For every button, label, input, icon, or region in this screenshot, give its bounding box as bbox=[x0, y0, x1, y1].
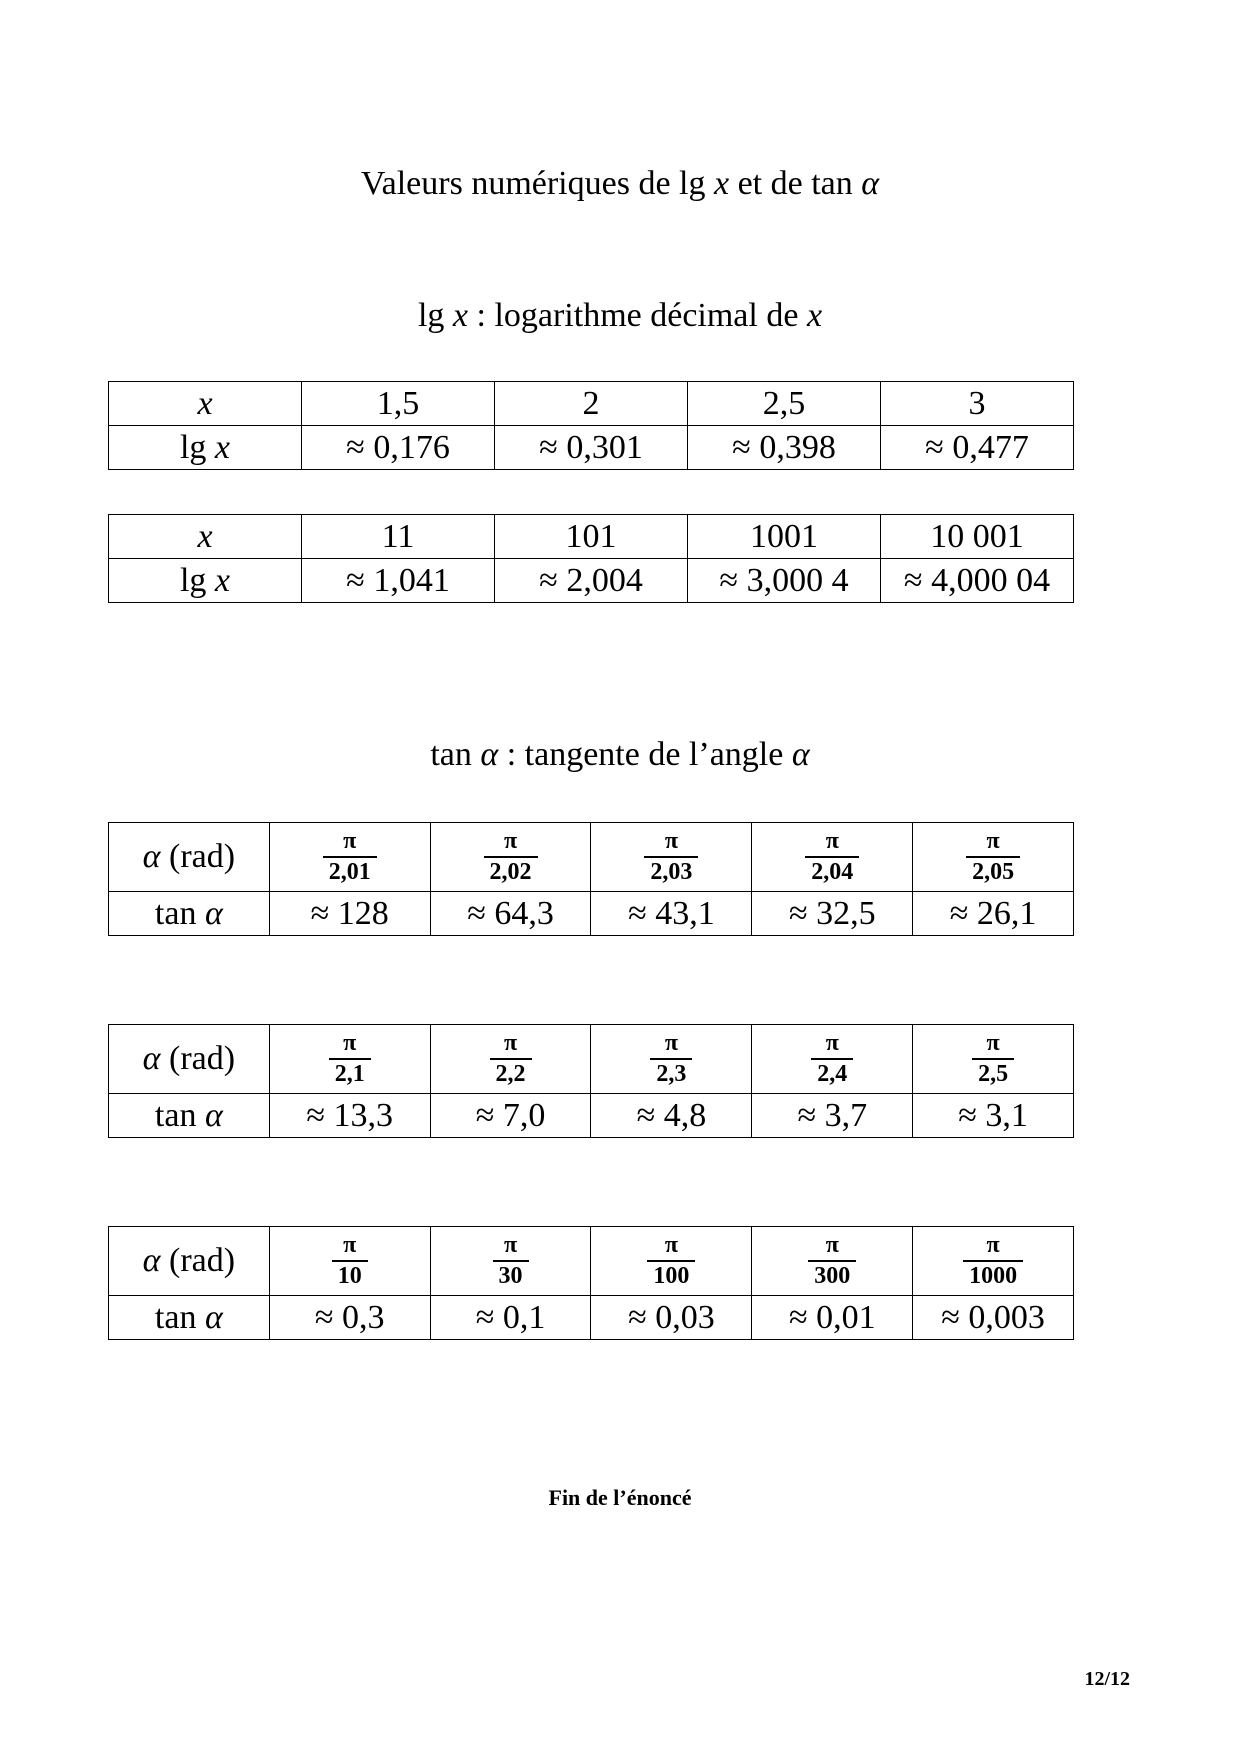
fraction: $\frac{\pi}{10}$ bbox=[332, 1232, 368, 1290]
row-header-tan: tan α bbox=[109, 1296, 270, 1340]
fraction: $\frac{\pi}{2,1}$ bbox=[329, 1030, 371, 1088]
table-cell: ≈ 1,041 bbox=[302, 559, 495, 603]
tan-section-title: tan α : tangente de l’angle α bbox=[430, 736, 810, 773]
lg-table-1 bbox=[108, 381, 1074, 470]
table-cell: 101 bbox=[495, 515, 688, 559]
table-cell: ≈ 0,176 bbox=[302, 426, 495, 470]
fraction: $\frac{\pi}{2,3}$ bbox=[650, 1030, 692, 1088]
fraction-cell bbox=[913, 1025, 1074, 1094]
tan-table-2 bbox=[108, 1024, 1074, 1138]
table-cell: 11 bbox=[302, 515, 495, 559]
table-cell: ≈ 7,0 bbox=[430, 1094, 591, 1138]
table-row bbox=[109, 426, 1074, 470]
table-cell: 10 001 bbox=[881, 515, 1074, 559]
table-cell: 1001 bbox=[688, 515, 881, 559]
table-row bbox=[109, 1296, 1074, 1340]
table-cell: ≈ 0,398 bbox=[688, 426, 881, 470]
table-cell: ≈ 128 bbox=[269, 892, 430, 936]
tan-table-1 bbox=[108, 822, 1074, 936]
table-row bbox=[109, 559, 1074, 603]
table-cell: ≈ 0,1 bbox=[430, 1296, 591, 1340]
table-cell: ≈ 3,1 bbox=[913, 1094, 1074, 1138]
row-header-x: x bbox=[109, 382, 302, 426]
row-header-x: x bbox=[109, 515, 302, 559]
fraction: $\frac{\pi}{2,02}$ bbox=[484, 828, 538, 886]
table-cell: 2,5 bbox=[688, 382, 881, 426]
fraction-cell bbox=[591, 1227, 752, 1296]
fraction: $\frac{\pi}{2,01}$ bbox=[323, 828, 377, 886]
row-header-lg: lg x bbox=[109, 559, 302, 603]
table-cell: ≈ 0,3 bbox=[269, 1296, 430, 1340]
fraction-cell bbox=[269, 1025, 430, 1094]
page-number: 12/12 bbox=[1084, 1668, 1130, 1690]
fraction-cell bbox=[591, 823, 752, 892]
table-cell: 1,5 bbox=[302, 382, 495, 426]
table-row bbox=[109, 1227, 1074, 1296]
lg-section-title: lg x : logarithme décimal de x bbox=[417, 297, 823, 334]
table-cell: ≈ 43,1 bbox=[591, 892, 752, 936]
row-header-alpha: α (rad) bbox=[109, 1025, 270, 1094]
table-cell: ≈ 4,8 bbox=[591, 1094, 752, 1138]
tan-table-3 bbox=[108, 1226, 1074, 1340]
fraction: $\frac{\pi}{30}$ bbox=[493, 1232, 529, 1290]
table-cell: 3 bbox=[881, 382, 1074, 426]
table-row bbox=[109, 382, 1074, 426]
fraction: $\frac{\pi}{2,2}$ bbox=[490, 1030, 532, 1088]
table-cell: ≈ 4,000 04 bbox=[881, 559, 1074, 603]
table-row bbox=[109, 1094, 1074, 1138]
lg-table-2 bbox=[108, 514, 1074, 603]
row-header-lg: lg x bbox=[109, 426, 302, 470]
fraction: $\frac{\pi}{2,4}$ bbox=[811, 1030, 853, 1088]
fraction-cell bbox=[430, 823, 591, 892]
fraction-cell bbox=[913, 823, 1074, 892]
fraction: $\frac{\pi}{100}$ bbox=[647, 1232, 695, 1290]
table-row bbox=[109, 823, 1074, 892]
row-header-alpha: α (rad) bbox=[109, 1227, 270, 1296]
table-cell: ≈ 0,477 bbox=[881, 426, 1074, 470]
fraction-cell bbox=[430, 1227, 591, 1296]
fraction: $\frac{\pi}{2,05}$ bbox=[966, 828, 1020, 886]
page-title: Valeurs numériques de lg x et de tan α bbox=[360, 165, 880, 202]
fraction: $\frac{\pi}{2,5}$ bbox=[972, 1030, 1014, 1088]
table-row bbox=[109, 892, 1074, 936]
table-cell: ≈ 2,004 bbox=[495, 559, 688, 603]
row-header-tan: tan α bbox=[109, 1094, 270, 1138]
row-header-alpha: α (rad) bbox=[109, 823, 270, 892]
table-cell: ≈ 0,003 bbox=[913, 1296, 1074, 1340]
table-cell: ≈ 3,000 4 bbox=[688, 559, 881, 603]
fraction: $\frac{\pi}{300}$ bbox=[808, 1232, 856, 1290]
fraction-cell bbox=[591, 1025, 752, 1094]
table-cell: ≈ 0,03 bbox=[591, 1296, 752, 1340]
fraction-cell bbox=[269, 1227, 430, 1296]
fraction-cell bbox=[752, 823, 913, 892]
table-cell: ≈ 0,301 bbox=[495, 426, 688, 470]
table-cell: ≈ 0,01 bbox=[752, 1296, 913, 1340]
table-cell: ≈ 64,3 bbox=[430, 892, 591, 936]
fraction-cell bbox=[430, 1025, 591, 1094]
table-cell: ≈ 13,3 bbox=[269, 1094, 430, 1138]
fraction: $\frac{\pi}{2,04}$ bbox=[805, 828, 859, 886]
table-row bbox=[109, 1025, 1074, 1094]
table-cell: ≈ 26,1 bbox=[913, 892, 1074, 936]
fraction: $\frac{\pi}{2,03}$ bbox=[644, 828, 698, 886]
fraction: $\frac{\pi}{1000}$ bbox=[963, 1232, 1023, 1290]
fraction-cell bbox=[752, 1227, 913, 1296]
fraction-cell bbox=[913, 1227, 1074, 1296]
row-header-tan: tan α bbox=[109, 892, 270, 936]
fraction-cell bbox=[752, 1025, 913, 1094]
fraction-cell bbox=[269, 823, 430, 892]
table-cell: ≈ 32,5 bbox=[752, 892, 913, 936]
table-row bbox=[109, 515, 1074, 559]
end-of-statement: Fin de l’énoncé bbox=[548, 1485, 692, 1510]
table-cell: ≈ 3,7 bbox=[752, 1094, 913, 1138]
table-cell: 2 bbox=[495, 382, 688, 426]
